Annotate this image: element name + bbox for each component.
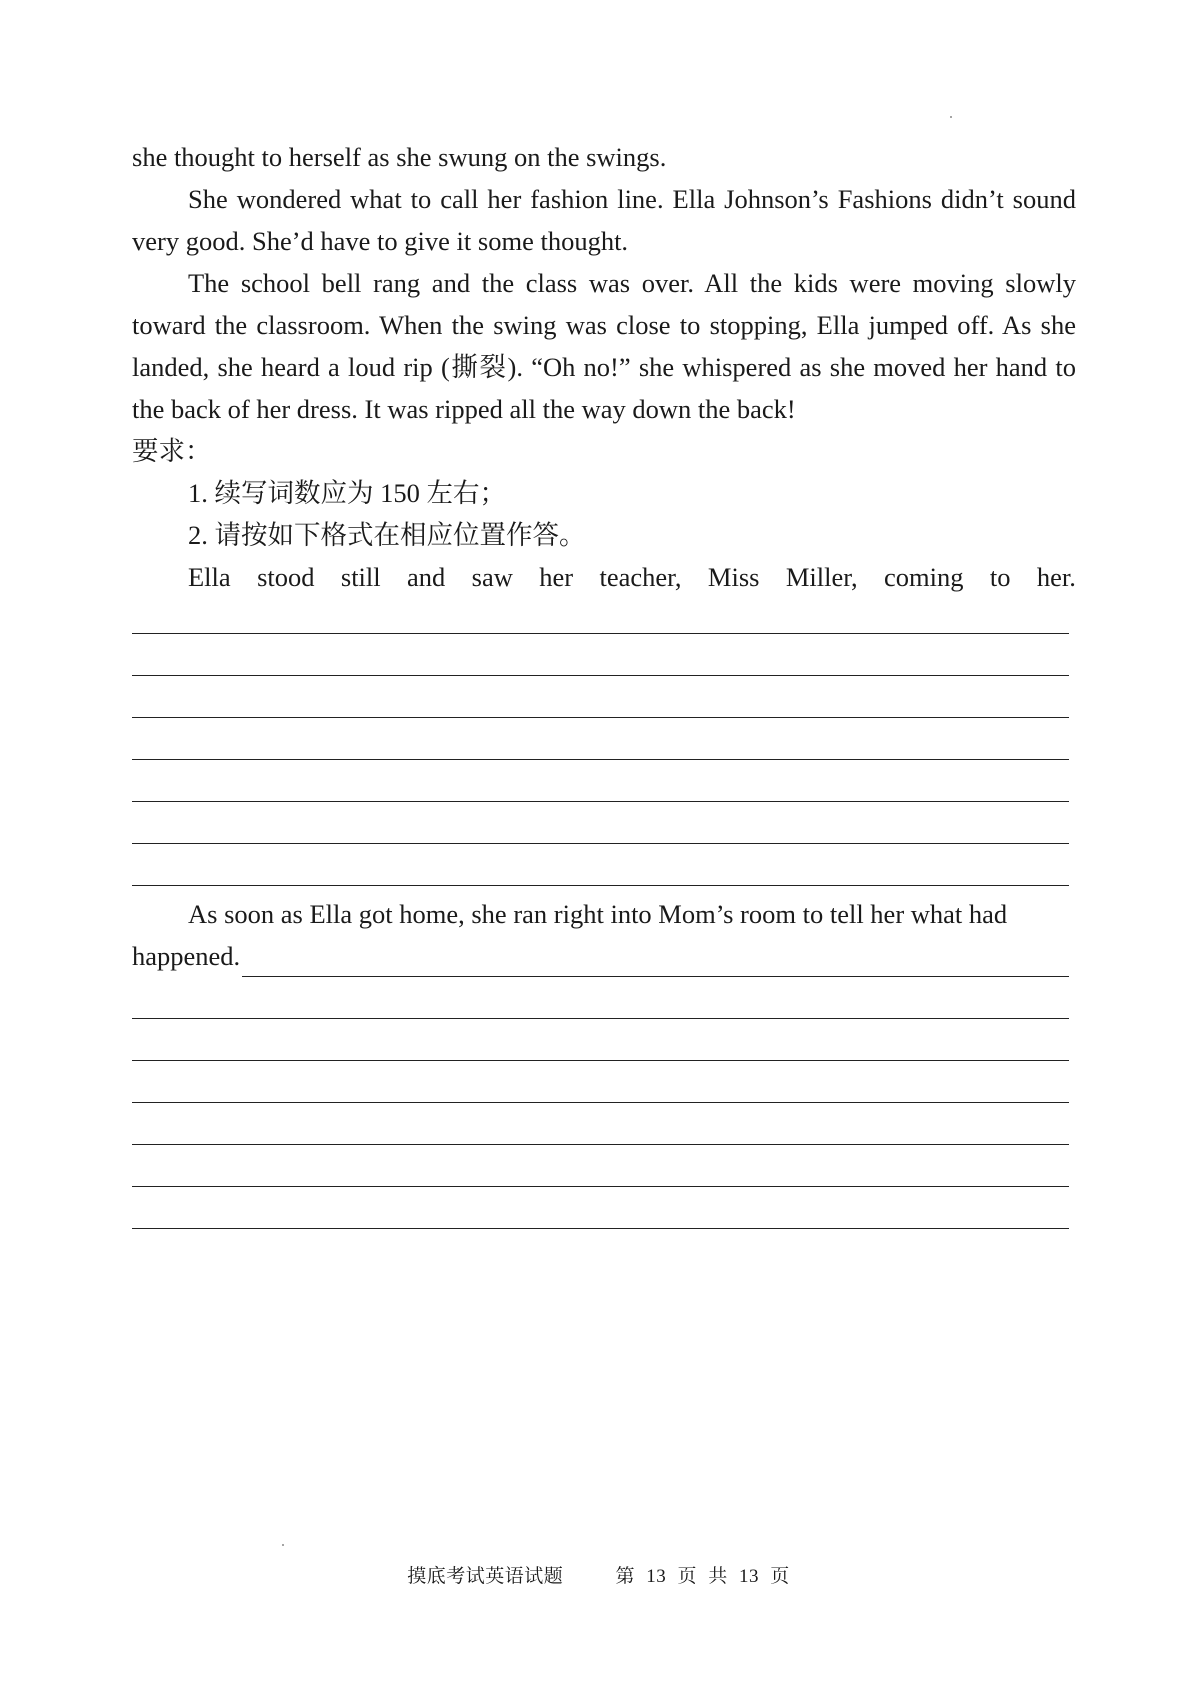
footer-total-num: 13 — [739, 1566, 760, 1587]
continuation-prompt-2 — [132, 893, 1076, 977]
footer-page-unit: 页 — [677, 1566, 697, 1587]
prompt-word: her — [539, 562, 574, 592]
footer-page-label: 第 — [615, 1566, 635, 1587]
scan-speck — [282, 1544, 284, 1546]
answer-line[interactable] — [132, 592, 1069, 634]
prompt-word: Ella — [188, 562, 231, 592]
requirement-item-2: 2. 请按如下格式在相应位置作答。 — [188, 520, 586, 550]
answer-area-2[interactable] — [132, 977, 1069, 1229]
prompt-word: her. — [1036, 562, 1076, 592]
answer-line[interactable] — [132, 1061, 1069, 1103]
story-paragraph-2: She wondered what to call her fashion line. Ella Johnson’s Fashions didn’t sound very good. She’d have to give it some thought. — [132, 184, 1076, 256]
answer-line[interactable] — [132, 844, 1069, 886]
answer-line-inline[interactable] — [242, 944, 1069, 977]
footer-total-unit: 页 — [770, 1566, 790, 1587]
prompt-word: teacher, — [599, 562, 682, 592]
requirements-label: 要求： — [132, 436, 212, 466]
footer-page-number — [612, 1566, 792, 1587]
answer-line[interactable] — [132, 1187, 1069, 1229]
scan-speck — [950, 116, 952, 118]
prompt-word: coming — [884, 562, 964, 592]
answer-line[interactable] — [132, 802, 1069, 844]
prompt-2-happened: happened. — [132, 941, 241, 971]
answer-line[interactable] — [132, 634, 1069, 676]
prompt-word: and — [407, 562, 446, 592]
requirement-item-1: 1. 续写词数应为 150 左右； — [188, 478, 506, 508]
page-footer — [0, 1561, 1200, 1588]
answer-area-1[interactable] — [132, 592, 1069, 886]
answer-line[interactable] — [132, 1145, 1069, 1187]
footer-page-num: 13 — [646, 1566, 667, 1587]
prompt-2-answer-row[interactable] — [132, 935, 1069, 977]
footer-total-label: 共 — [708, 1566, 728, 1587]
story-paragraph-1: she thought to herself as she swung on the swings. — [132, 142, 667, 172]
answer-line[interactable] — [132, 977, 1069, 1019]
answer-line[interactable] — [132, 676, 1069, 718]
prompt-word: Miss — [707, 562, 760, 592]
story-paragraph-3: The school bell rang and the class was over. All the kids were moving slowly toward the classroom. When the swing was close to stopping, Ella jumped off. As she landed, she heard a loud rip (撕裂). “Oh no!” she whispered as she moved her hand to the back of her dress. It was ripped all the way down the back! — [132, 268, 1076, 424]
answer-line[interactable] — [132, 760, 1069, 802]
footer-exam-title: 摸底考试英语试题 — [407, 1566, 564, 1587]
prompt-2-line: As soon as Ella got home, she ran right into Mom’s room to tell her what had — [188, 899, 1008, 929]
prompt-word: still — [340, 562, 381, 592]
prompt-word: saw — [471, 562, 513, 592]
prompt-word: to — [989, 562, 1011, 592]
answer-line[interactable] — [132, 1019, 1069, 1061]
prompt-word: Miller, — [785, 562, 858, 592]
answer-line[interactable] — [132, 1103, 1069, 1145]
answer-line[interactable] — [132, 718, 1069, 760]
story-text — [132, 136, 1076, 598]
prompt-word: stood — [257, 562, 315, 592]
